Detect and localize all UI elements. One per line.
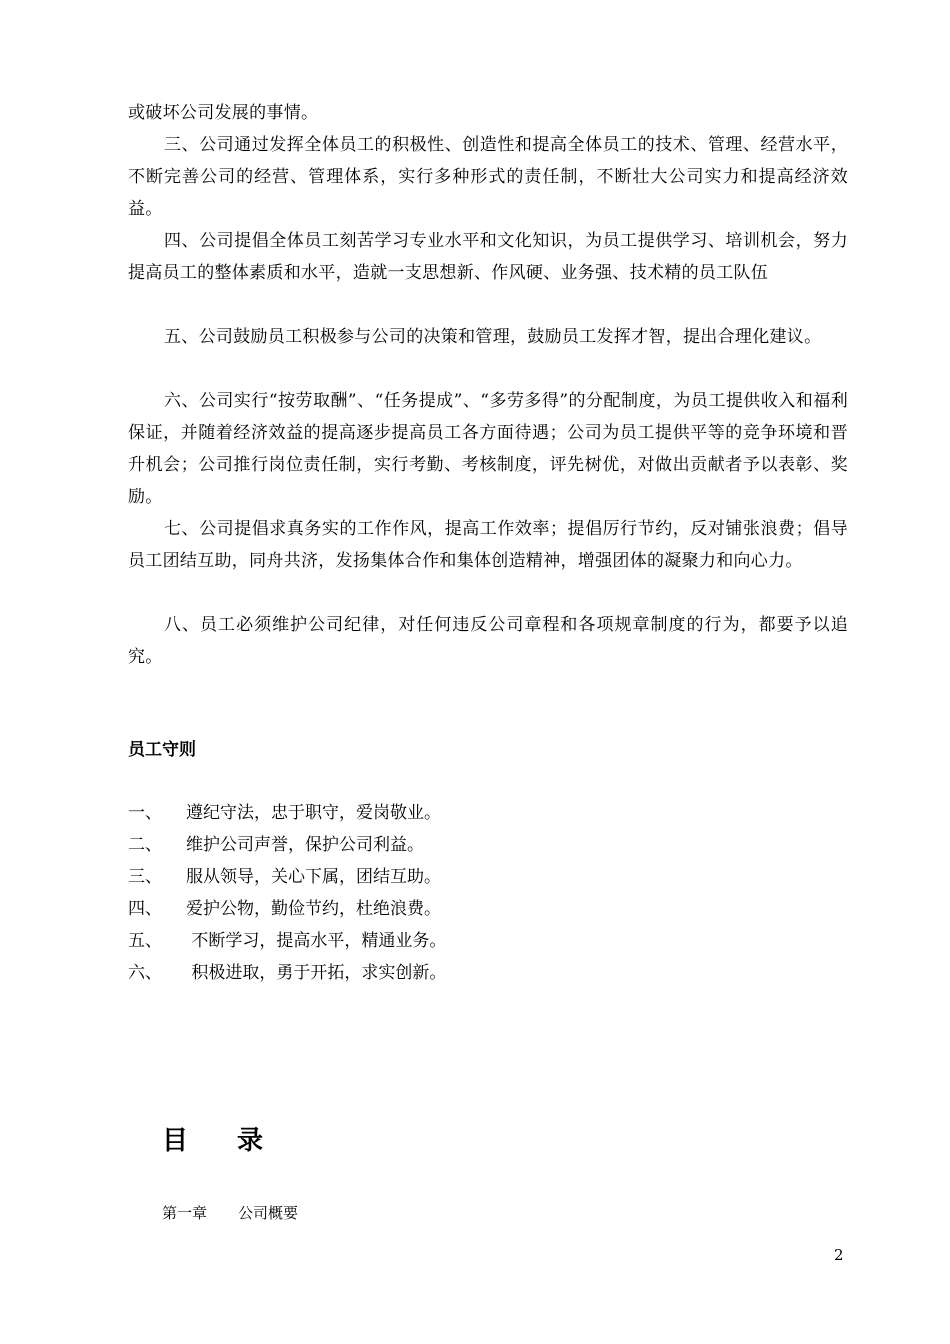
list-item-text: 服从领导，关心下属，团结互助。 — [186, 867, 441, 887]
list-item — [128, 829, 446, 861]
paragraph-3: 三、公司通过发挥全体员工的积极性、创造性和提高全体员工的技术、管理、经营水平，不断完善公司的经营、管理体系，实行多种形式的责任制，不断壮大公司实力和提高经济效益。 — [128, 135, 848, 219]
list-item-number: 二、 — [128, 835, 162, 855]
list-item-number: 五、 — [128, 931, 162, 951]
list-item — [128, 861, 446, 893]
paragraph-7: 七、公司提倡求真务实的工作作风，提高工作效率；提倡厉行节约，反对铺张浪费；倡导员工团结互助，同舟共济，发扬集体合作和集体创造精神，增强团体的凝聚力和向心力。 — [128, 519, 848, 571]
toc-title: 目 录 — [162, 1126, 284, 1156]
paragraph-5: 五、公司鼓励员工积极参与公司的决策和管理，鼓励员工发挥才智，提出合理化建议。 — [164, 327, 822, 347]
list-item-number: 三、 — [128, 867, 162, 887]
list-item-number: 一、 — [128, 803, 162, 823]
paragraph-continuation: 或破坏公司发展的事情。 — [128, 103, 319, 123]
list-item-number: 四、 — [128, 899, 162, 919]
list-item — [128, 797, 446, 829]
list-item — [128, 957, 446, 989]
code-of-conduct-list — [128, 797, 446, 989]
page-number: 2 — [834, 1246, 844, 1264]
code-of-conduct-heading: 员工守则 — [128, 740, 196, 760]
toc-chapter-number: 第一章 — [162, 1204, 208, 1222]
paragraph-6: 六、公司实行“按劳取酬”、“任务提成”、“多劳多得”的分配制度，为员工提供收入和福利保证，并随着经济效益的提高逐步提高员工各方面待遇；公司为员工提供平等的竞争环境和晋升机会；公司推行岗位责任制，实行考勤、考核制度，评先树优，对做出贡献者予以表彰、奖励。 — [128, 391, 848, 507]
list-item — [128, 925, 446, 957]
toc-entry[interactable] — [162, 1202, 298, 1223]
list-item-text: 不断学习，提高水平，精通业务。 — [186, 931, 447, 951]
paragraph-8: 八、员工必须维护公司纪律，对任何违反公司章程和各项规章制度的行为，都要予以追究。 — [128, 615, 848, 667]
list-item-text: 遵纪守法，忠于职守，爱岗敬业。 — [186, 803, 441, 823]
list-item-text: 积极进取，勇于开拓，求实创新。 — [186, 963, 447, 983]
list-item-number: 六、 — [128, 963, 162, 983]
list-item-text: 爱护公物，勤俭节约，杜绝浪费。 — [186, 899, 441, 919]
list-item — [128, 893, 446, 925]
list-item-text: 维护公司声誉，保护公司利益。 — [186, 835, 424, 855]
toc-chapter-title: 公司概要 — [238, 1204, 299, 1222]
paragraph-4: 四、公司提倡全体员工刻苦学习专业水平和文化知识，为员工提供学习、培训机会，努力提高员工的整体素质和水平，造就一支思想新、作风硬、业务强、技术精的员工队伍 — [128, 231, 848, 283]
